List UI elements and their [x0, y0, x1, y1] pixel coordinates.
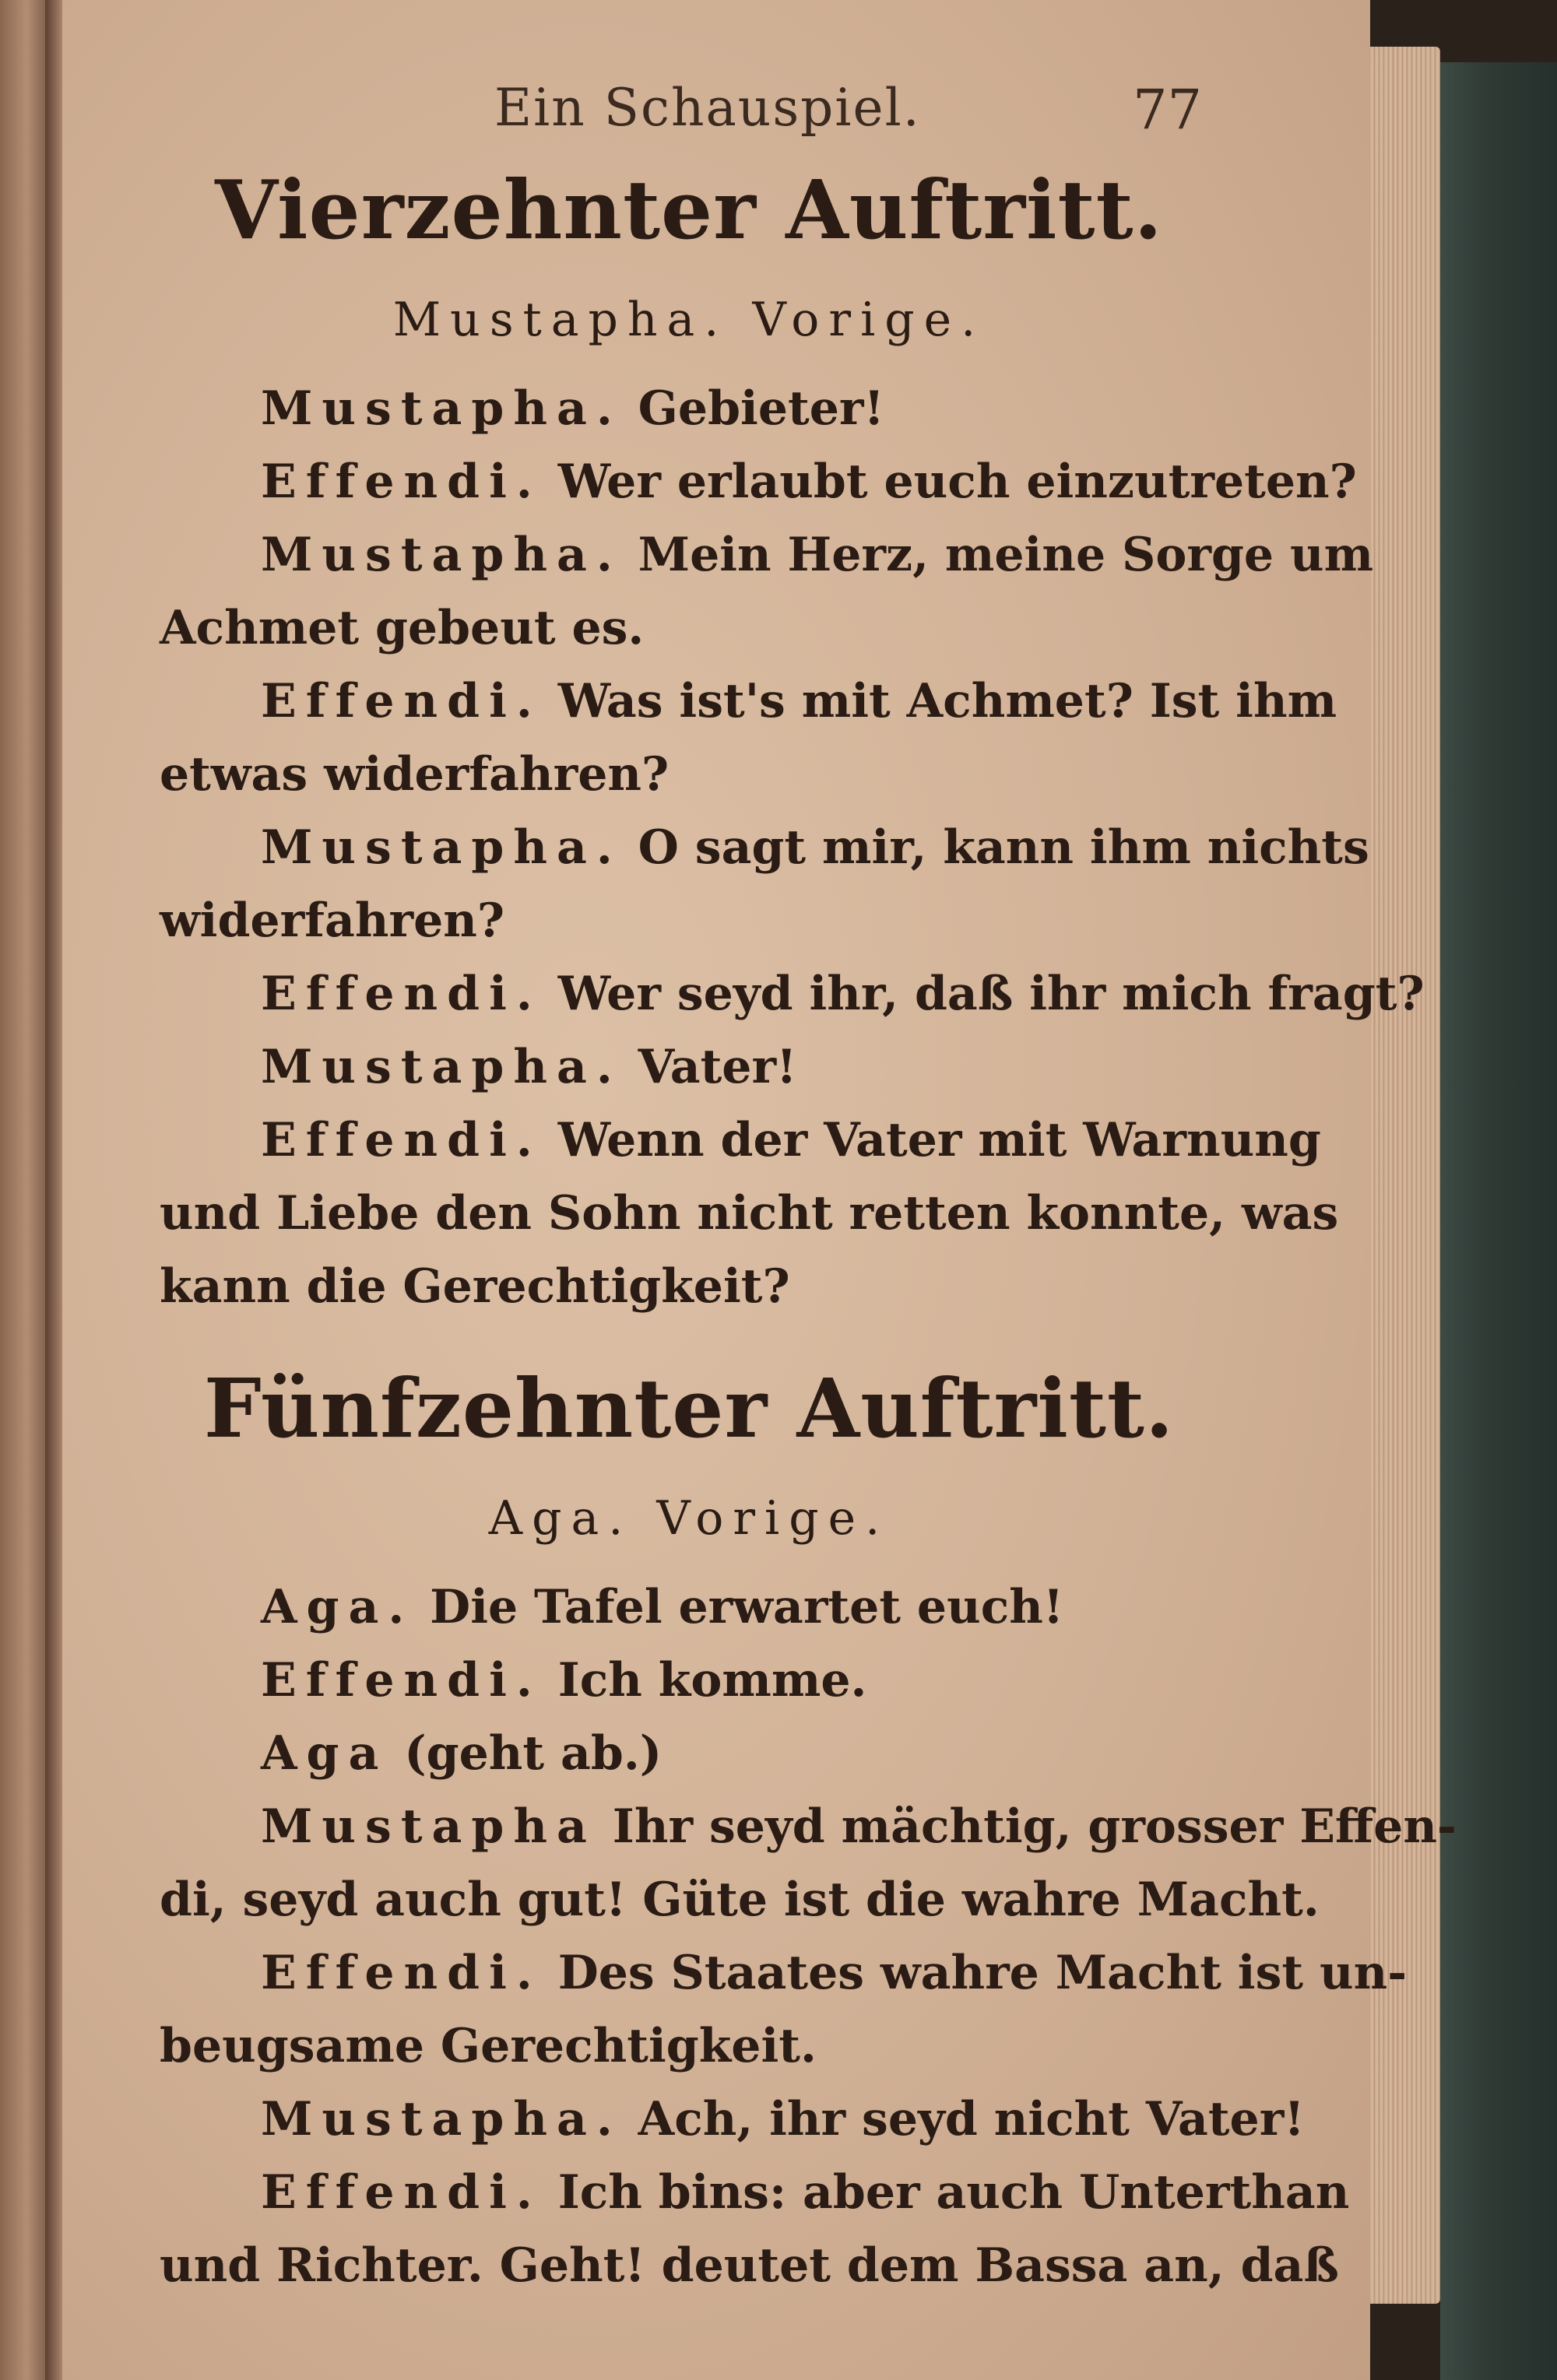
dialogue-line: [160, 665, 1337, 738]
speaker-name: Aga.: [261, 1580, 414, 1634]
dialogue-continuation: kann die Gerechtigkeit?: [160, 1259, 790, 1314]
page-number: 77: [1133, 78, 1203, 142]
speaker-name: Effendi.: [261, 2165, 542, 2220]
line-text: Was ist's mit Achmet? Ist ihm: [557, 674, 1337, 728]
line-text: Gebieter!: [638, 381, 884, 436]
line-text: Wer erlaubt euch einzutreten?: [557, 455, 1357, 509]
book-cover: [1440, 62, 1557, 2380]
line-text: Die Tafel erwartet euch!: [430, 1580, 1064, 1634]
line-text: O sagt mir, kann ihm nichts: [638, 820, 1369, 875]
scene-heading: Vierzehnter Auftritt.: [215, 162, 1163, 258]
dialogue-continuation: etwas widerfahren?: [160, 747, 670, 802]
dialogue-line: [160, 1571, 1218, 1644]
dialogue-continuation: Achmet gebeut es.: [160, 601, 645, 655]
speaker-name: Aga: [261, 1726, 388, 1781]
page-text: [160, 70, 1457, 2302]
running-title: Ein Schauspiel.: [494, 78, 921, 138]
cast-list: Aga. Vorige.: [488, 1491, 890, 1546]
dialogue-line: [160, 811, 1369, 884]
dialogue-continuation: di, seyd auch gut! Güte ist die wahre Macht.: [160, 1873, 1320, 1927]
line-text: Ihr seyd mächtig, grosser Effen-: [612, 1799, 1457, 1854]
line-text: Ich bins: aber auch Unterthan: [557, 2165, 1350, 2220]
dialogue-line: [160, 957, 1425, 1030]
dialogue-continuation: und Liebe den Sohn nicht retten konnte, was: [160, 1186, 1339, 1241]
speaker-name: Mustapha.: [261, 381, 622, 436]
line-text: Mein Herz, meine Sorge um: [638, 528, 1374, 582]
dialogue-line: [160, 1104, 1321, 1177]
line-text: Vater!: [638, 1040, 797, 1094]
dialogue-line: [160, 1936, 1408, 2010]
speaker-name: Effendi.: [261, 674, 542, 728]
speaker-name: Effendi.: [261, 455, 542, 509]
dialogue-continuation: beugsame Gerechtigkeit.: [160, 2019, 817, 2073]
dialogue-line: [160, 372, 1218, 445]
scene-heading: Fünfzehnter Auftritt.: [203, 1360, 1175, 1456]
speaker-name: Mustapha.: [261, 1040, 622, 1094]
line-text: Ich komme.: [557, 1653, 867, 1708]
book-page: [62, 0, 1457, 2380]
speaker-name: Mustapha.: [261, 528, 622, 582]
dialogue-line: [160, 2156, 1350, 2229]
dialogue-continuation: widerfahren?: [160, 893, 505, 948]
speaker-name: Effendi.: [261, 1653, 542, 1708]
dialogue-line: [160, 2083, 1305, 2156]
speaker-name: Effendi.: [261, 1946, 542, 2000]
speaker-name: Effendi.: [261, 1113, 542, 1167]
speaker-name: Mustapha.: [261, 820, 622, 875]
dialogue-line: [160, 445, 1357, 518]
cast-list: Mustapha. Vorige.: [392, 293, 986, 347]
line-text: Wenn der Vater mit Warnung: [557, 1113, 1321, 1167]
left-page-edge: [0, 0, 48, 2380]
dialogue-line: [160, 518, 1374, 591]
dialogue-continuation: und Richter. Geht! deutet dem Bassa an, daß: [160, 2238, 1339, 2293]
line-text: Wer seyd ihr, daß ihr mich fragt?: [557, 967, 1425, 1021]
speaker-name: Mustapha: [261, 1799, 596, 1854]
dialogue-line: [160, 1717, 1218, 1790]
running-head: [160, 70, 1218, 156]
dialogue-line: [160, 1790, 1457, 1863]
line-text: Des Staates wahre Macht ist un-: [557, 1946, 1408, 2000]
speaker-name: Mustapha.: [261, 2092, 622, 2147]
dialogue-line: [160, 1030, 1218, 1104]
line-text: Ach, ihr seyd nicht Vater!: [638, 2092, 1305, 2147]
stage-direction: (geht ab.): [404, 1726, 663, 1781]
speaker-name: Effendi.: [261, 967, 542, 1021]
dialogue-line: [160, 1644, 1218, 1717]
